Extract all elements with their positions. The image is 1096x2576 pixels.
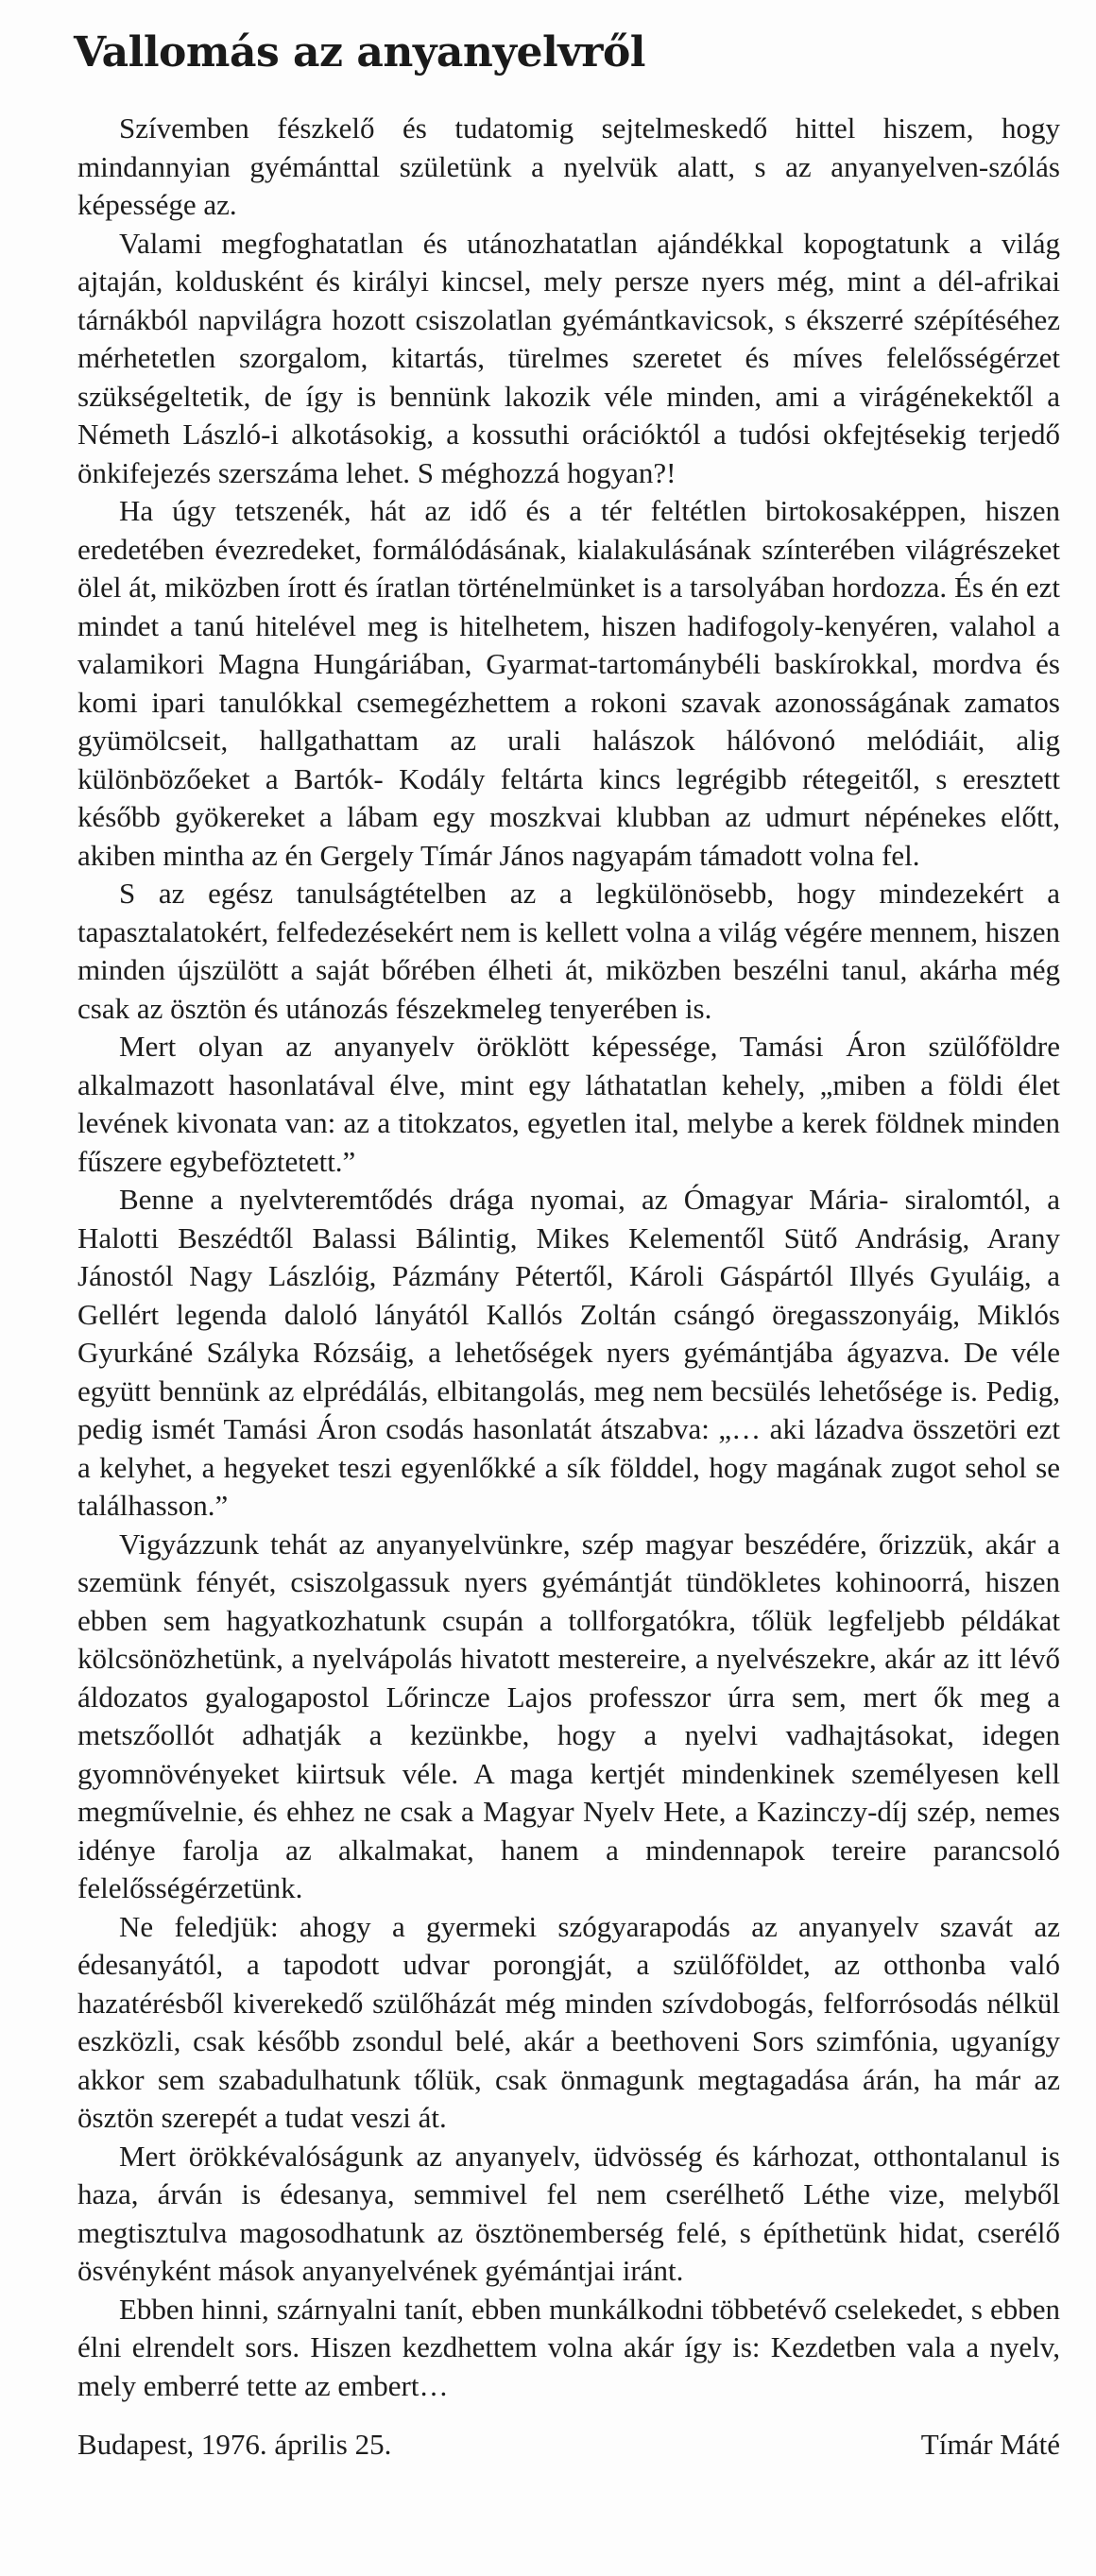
article-body: [77, 110, 1060, 2405]
paragraph: Mert olyan az anyanyelv öröklött képessége, Tamási Áron szülőföldre alkalmazott hasonlatával élve, mint egy láthatatlan kehely, „miben a földi élet levének kivonata van: az a titokzatos, egyetlen ital, melybe a kerek földnek minden fűszere egybeföztetett.”: [77, 1030, 1060, 1178]
paragraph: Ha úgy tetszenék, hát az idő és a tér feltétlen birtokosaképpen, hiszen eredetében évezredeket, formálódásának, kialakulásának színterében világrészeket ölel át, miközben írott és íratlan történelmünket is a tarsolyában hordozza. És én ezt mindet a tanú hitelével meg is hitelhetem, hiszen hadifogoly-kenyéren, valahol a valamikori Magna Hungáriában, Gyarmat-tartománybéli baskírokkal, mordva és komi ipari tanulókkal csemegézhettem a rokoni szavak azonosságának zamatos gyümölcseit, hallgathattam az urali halászok hálóvonó melódiáit, alig különbözőeket a Bartók- Kodály feltárta kincs legrégibb rétegeitől, s eresztett később gyökereket a lábam egy moszkvai klubban az udmurt népénekes előtt, akiben mintha az én Gergely Tímár János nagyapám támadott volna fel.: [77, 494, 1060, 872]
paragraph: Ne feledjük: ahogy a gyermeki szógyarapodás az anyanyelv szavát az édesanyától, a tapodott udvar porongját, a szülőföldet, az otthonba való hazatérésből kiverekedő szülőházát még minden szívdobogás, felforrósodás nélkül eszközli, csak később zsondul belé, akár a beethoveni Sors szimfónia, ugyanígy akkor sem szabadulhatunk tőlük, csak önmagunk megtagadása árán, ha már az ösztön szerepét a tudat veszi át.: [77, 1909, 1060, 2134]
place-date: Budapest, 1976. április 25.: [77, 2428, 392, 2461]
paragraph: Vigyázzunk tehát az anyanyelvünkre, szép magyar beszédére, őrizzük, akár a szemünk fényét, csiszolgassuk nyers gyémántját tündökletes kohinoorrá, hiszen ebben sem hagyatkozhatunk csupán a tollforgatókra, tőlük legfeljebb példákat kölcsönözhetünk, a nyelvápolás hivatott mestereire, a nyelvészekre, akár az itt lévő áldozatos gyalogapostol Lőrincze Lajos professzor úrra sem, mert ők meg a metszőollót adhatják a kezünkbe, hogy a nyelvi vadhajtásokat, idegen gyomnövényeket kiirtsuk véle. A maga kertjét mindenkinek személyesen kell megművelnie, és ehhez ne csak a Magyar Nyelv Hete, a Kazinczy-díj szép, nemes idénye farolja az alkalmakat, hanem a mindennapok tereire parancsoló felelősségérzetünk.: [77, 1527, 1060, 1904]
paragraph: Valami megfoghatatlan és utánozhatatlan ajándékkal kopogtatunk a világ ajtaján, koldusként és királyi kincsel, mely persze nyers még, mint a dél-afrikai tárnákból napvilágra hozott csiszolatlan gyémántkavicsok, s ékszerré szépítéséhez mérhetetlen szorgalom, kitartás, türelmes szeretet és míves felelősségérzet szükségeltetik, de így is bennünk lakozik véle minden, ami a virágénekektől a Németh László-i alkotásokig, a kossuthi orációktól a tudósi okfejtésekig terjedő önkifejezés szerszáma lehet. S méghozzá hogyan?!: [77, 226, 1060, 489]
paragraph: S az egész tanulságtételben az a legkülönösebb, hogy mindezekért a tapasztalatokért, felfedezésekért nem is kellett volna a világ végére mennem, hiszen minden újszülött a saját bőrében élheti át, miközben beszélni tanul, akárha még csak az ösztön és utánozás fészekmeleg tenyerében is.: [77, 877, 1060, 1025]
paragraph: Szívemben fészkelő és tudatomig sejtelmeskedő hittel hiszem, hogy mindannyian gyémánttal születünk a nyelvük alatt, s az anyanyelven-szólás képessége az.: [77, 111, 1060, 221]
author-name: Tímár Máté: [920, 2428, 1060, 2461]
paragraph: Mert örökkévalóságunk az anyanyelv, üdvösség és kárhozat, otthontalanul is haza, árván is édesanya, semmivel fel nem cserélhető Léthe vize, melyből megtisztulva magosodhatunk az ösztönemberség felé, s építhetünk hidat, cserélő ösvényként mások anyanyelvének gyémántjai iránt.: [77, 2139, 1060, 2287]
paragraph: Ebben hinni, szárnyalni tanít, ebben munkálkodni többetévő cselekedet, s ebben élni elrendelt sors. Hiszen kezdhettem volna akár így is: Kezdetben vala a nyelv, mely emberré tette az embert…: [77, 2292, 1060, 2402]
article-title: Vallomás az anyanyelvről: [74, 28, 646, 77]
paragraph: Benne a nyelvteremtődés drága nyomai, az Ómagyar Mária- siralomtól, a Halotti Beszédtől Balassi Bálintig, Mikes Kelementől Sütő Andrásig, Arany Jánostól Nagy Lászlóig, Pázmány Pétertől, Károli Gáspártól Illyés Gyuláig, a Gellért legenda daloló lányától Kallós Zoltán csángó öregasszonyáig, Miklós Gyurkáné Szályka Rózsáig, a lehetőségek nyers gyémántjába ágyazva. De véle együtt bennünk az elprédálás, elbitangolás, meg nem becsülés lehetősége is. Pedig, pedig ismét Tamási Áron csodás hasonlatát átszabva: „… aki lázadva összetöri ezt a kelyhet, a hegyeket teszi egyenlőkké a sík földdel, hogy magának zugot sehol se találhasson.”: [77, 1183, 1060, 1522]
signature-row: [77, 2424, 1060, 2465]
